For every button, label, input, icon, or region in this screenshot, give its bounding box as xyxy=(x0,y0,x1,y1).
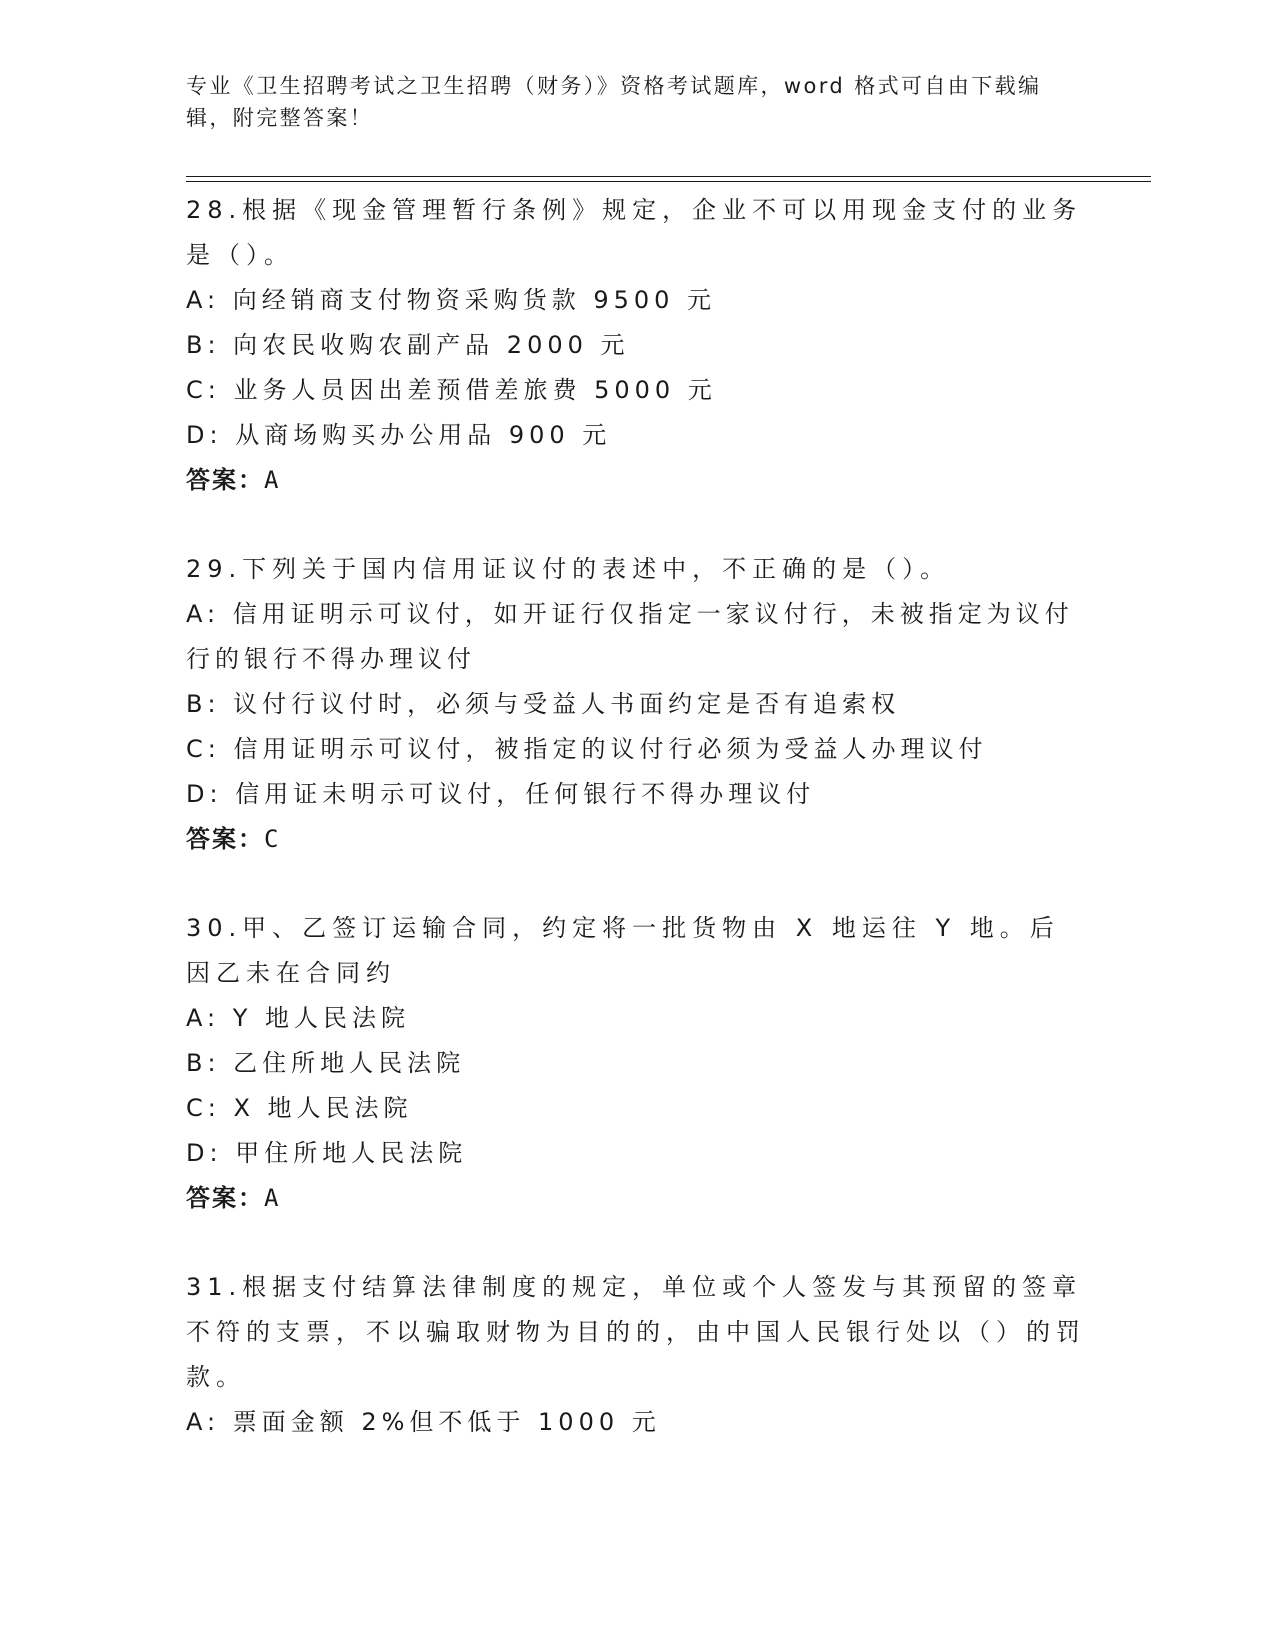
option-c: C: X 地人民法院 xyxy=(186,1094,413,1122)
answer-line xyxy=(186,1176,1086,1221)
answer-label: 答案： xyxy=(186,1184,264,1212)
option-b: B: 乙住所地人民法院 xyxy=(186,1049,466,1077)
question-list xyxy=(186,188,1086,1489)
option-a: A: Y 地人民法院 xyxy=(186,1004,410,1032)
document-title: 专业《卫生招聘考试之卫生招聘（财务）》资格考试题库，word 格式可自由下载编辑，附完整答案！ xyxy=(186,74,1042,130)
answer-label: 答案： xyxy=(186,825,264,853)
answer-line xyxy=(186,458,1086,503)
question-stem: 31.根据支付结算法律制度的规定，单位或个人签发与其预留的签章不符的支票，不以骗取财物为目的的，由中国人民银行处以（）的罚款。 xyxy=(186,1273,1086,1391)
option-c: C: 信用证明示可议付，被指定的议付行必须为受益人办理议付 xyxy=(186,735,988,763)
question-30 xyxy=(186,906,1086,1221)
option-b: B: 议付行议付时，必须与受益人书面约定是否有追索权 xyxy=(186,690,901,718)
question-stem: 30.甲、乙签订运输合同，约定将一批货物由 X 地运往 Y 地。后因乙未在合同约 xyxy=(186,914,1060,987)
answer-value: A xyxy=(264,1184,281,1212)
question-stem: 28.根据《现金管理暂行条例》规定，企业不可以用现金支付的业务是（）。 xyxy=(186,196,1083,269)
answer-value: C xyxy=(264,825,281,853)
option-a: A: 向经销商支付物资采购货款 9500 元 xyxy=(186,286,717,314)
question-29 xyxy=(186,547,1086,862)
header-divider xyxy=(186,176,1151,182)
option-d: D: 从商场购买办公用品 900 元 xyxy=(186,421,612,449)
option-a: A: 信用证明示可议付，如开证行仅指定一家议付行，未被指定为议付行的银行不得办理议付 xyxy=(186,600,1074,673)
option-d: D: 信用证未明示可议付，任何银行不得办理议付 xyxy=(186,780,816,808)
option-d: D: 甲住所地人民法院 xyxy=(186,1139,468,1167)
question-stem: 29.下列关于国内信用证议付的表述中，不正确的是（）。 xyxy=(186,555,951,583)
answer-line xyxy=(186,817,1086,862)
option-c: C: 业务人员因出差预借差旅费 5000 元 xyxy=(186,376,717,404)
question-31 xyxy=(186,1265,1086,1445)
answer-label: 答案： xyxy=(186,466,264,494)
answer-value: A xyxy=(264,466,281,494)
option-b: B: 向农民收购农副产品 2000 元 xyxy=(186,331,630,359)
option-a: A: 票面金额 2%但不低于 1000 元 xyxy=(186,1408,661,1436)
document-header xyxy=(186,70,1086,134)
question-28 xyxy=(186,188,1086,503)
